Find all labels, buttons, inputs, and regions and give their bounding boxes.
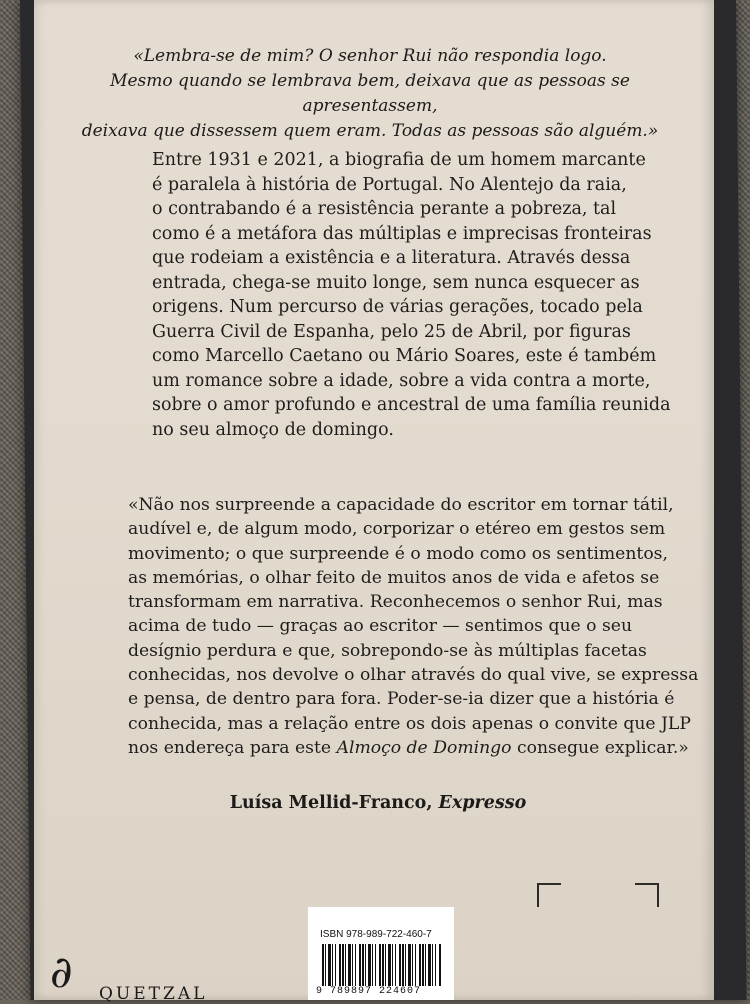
review-author: Luísa Mellid-Franco xyxy=(229,793,427,813)
review-line: audível e, de algum modo, corporizar o etéreo em gestos sem xyxy=(128,519,666,540)
review-last-line-end: consegue explicar.» xyxy=(511,737,689,758)
barcode-digits: 9 789897 224607 xyxy=(316,986,422,997)
review-line: transformam em narrativa. Reconhecemos o senhor Rui, mas xyxy=(128,592,663,613)
review-line: «Não nos surpreende a capacidade do escritor em tornar tátil, xyxy=(128,495,674,515)
synopsis-line: no seu almoço de domingo. xyxy=(152,419,394,440)
publisher-name: QUETZAL xyxy=(99,984,208,1004)
synopsis-line: como é a metáfora das múltiplas e imprecisas fronteiras xyxy=(152,223,652,244)
barcode-bars xyxy=(322,944,442,986)
corner-mark-right xyxy=(635,883,659,907)
review-quote xyxy=(128,493,699,760)
book-title: Almoço de Domingo xyxy=(336,737,512,758)
synopsis-line: um romance sobre a idade, sobre a vida contra a morte, xyxy=(152,370,651,391)
review-attribution xyxy=(128,793,628,813)
review-line: conhecida, mas a relação entre os dois apenas o convite que JLP xyxy=(128,713,691,734)
epigraph-line: «Lembra-se de mim? O senhor Rui não respondia logo. xyxy=(133,46,607,66)
attribution-separator: , xyxy=(426,793,439,813)
synopsis-line: origens. Num percurso de várias gerações, tocado pela xyxy=(152,297,643,317)
review-line: conhecidas, nos devolve o olhar através do qual vive, se expressa xyxy=(128,665,699,686)
review-last-line-start: nos endereça para este xyxy=(128,737,337,758)
publisher-logo-icon: ∂ xyxy=(50,947,73,998)
review-line: e pensa, de dentro para fora. Poder-se-ia dizer que a história é xyxy=(128,689,675,710)
review-line: movimento; o que surpreende é o modo como os sentimentos, xyxy=(128,543,668,564)
synopsis-line: é paralela à história de Portugal. No Alentejo da raia, xyxy=(152,174,627,195)
synopsis-line: que rodeiam a existência e a literatura. Através dessa xyxy=(152,248,631,268)
synopsis-paragraph xyxy=(152,148,692,442)
isbn-barcode xyxy=(308,907,454,1000)
review-last-line xyxy=(128,736,688,760)
synopsis-line: Guerra Civil de Espanha, pelo 25 de Abril, por figuras xyxy=(152,321,631,342)
isbn-label: ISBN 978-989-722-460-7 xyxy=(320,929,432,940)
synopsis-line: entrada, chega-se muito longe, sem nunca esquecer as xyxy=(152,272,640,293)
synopsis-line: Entre 1931 e 2021, a biografia de um homem marcante xyxy=(152,150,646,170)
synopsis-line: como Marcello Caetano ou Mário Soares, este é também xyxy=(152,346,657,366)
review-line: acima de tudo — graças ao escritor — sentimos que o seu xyxy=(128,616,633,637)
synopsis-line: o contrabando é a resistência perante a pobreza, tal xyxy=(152,199,617,219)
epigraph-quote xyxy=(80,44,660,144)
review-line: as memórias, o olhar feito de muitos anos de vida e afetos se xyxy=(128,567,660,588)
review-line: desígnio perdura e que, sobrepondo-se às múltiplas facetas xyxy=(128,640,647,661)
synopsis-line: sobre o amor profundo e ancestral de uma família reunida xyxy=(152,395,671,415)
epigraph-line: deixava que dissessem quem eram. Todas as pessoas são alguém.» xyxy=(81,121,659,141)
corner-mark-left xyxy=(537,883,561,907)
review-source: Expresso xyxy=(438,793,527,813)
epigraph-line: Mesmo quando se lembrava bem, deixava que as pessoas se apresentassem, xyxy=(110,71,630,116)
